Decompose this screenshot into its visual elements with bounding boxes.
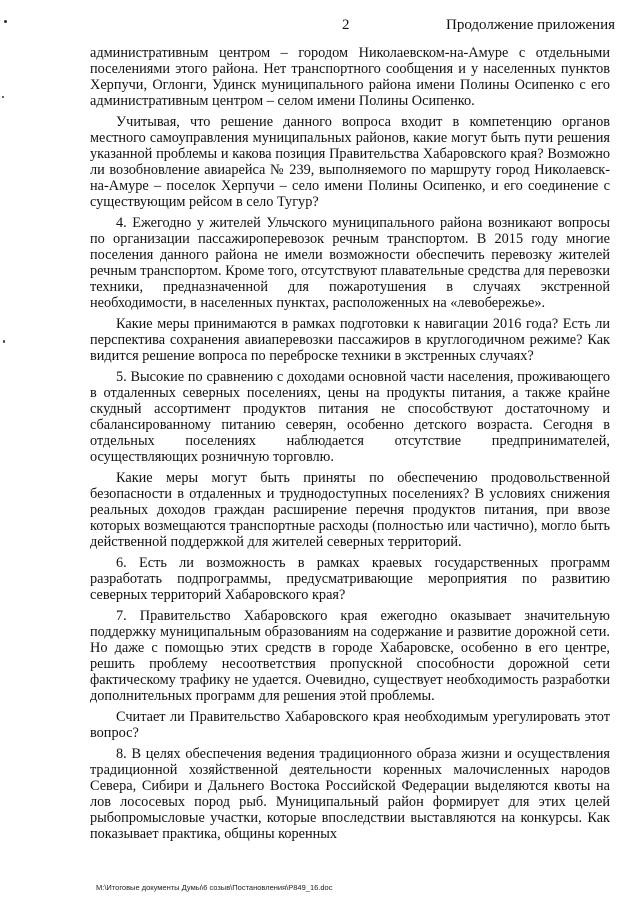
page-number: 2 bbox=[342, 17, 350, 33]
footer-file-path: M:\Итоговые документы Думы\6 созыв\Постановления\P849_16.doc bbox=[96, 883, 333, 892]
document-body bbox=[90, 45, 610, 847]
paragraph-3: 4. Ежегодно у жителей Ульчского муниципального района возникают вопросы по организации пассажироперевозок речным транспортом. В 2015 году многие поселения данного района не имели возможности обеспечить перевозку жителей речным транспортом. Кроме того, отсутствуют плавательные средства для перевозки техники, предназначенной для пожаротушения в случаях экстренной необходимости, в населенных пунктах, расположенных на «левобережье». bbox=[90, 215, 610, 311]
paragraph-4: Какие меры принимаются в рамках подготовки к навигации 2016 года? Есть ли перспектива сохранения авиаперевозки пассажиров в круглогодичном режиме? Как видится решение вопроса по переброске техники в экстренных случаях? bbox=[90, 316, 610, 364]
paragraph-9: Считает ли Правительство Хабаровского края необходимым урегулировать этот вопрос? bbox=[90, 709, 610, 741]
scan-speck bbox=[2, 96, 4, 98]
paragraph-2: Учитывая, что решение данного вопроса входит в компетенцию органов местного самоуправления муниципальных районов, какие могут быть пути решения указанной проблемы и какова позиция Правительства Хабаровского края? Возможно ли возобновление авиарейса № 239, выполняемого по маршруту город Николаевск-на-Амуре – поселок Херпучи – село имени Полины Осипенко, и его соединение с существующим рейсом в село Тугур? bbox=[90, 114, 610, 210]
paragraph-1: административным центром – городом Николаевском-на-Амуре с отдельными поселениями этого района. Нет транспортного сообщения и у населенных пунктов Херпучи, Оглонги, Удинск муниципального района имени Полины Осипенко с его административным центром – селом имени Полины Осипенко. bbox=[90, 45, 610, 109]
paragraph-6: Какие меры могут быть приняты по обеспечению продовольственной безопасности в отдаленных и труднодоступных поселениях? В условиях снижения реальных доходов граждан расширение перечня продуктов питания, при ввозе которых возмещаются транспортные расходы (полностью или частично), могло быть действенной поддержкой для жителей северных территорий. bbox=[90, 470, 610, 550]
appendix-continuation-note: Продолжение приложения bbox=[446, 17, 616, 33]
paragraph-5: 5. Высокие по сравнению с доходами основной части населения, проживающего в отдаленных северных поселениях, цены на продукты питания, а также крайне скудный ассортимент продуктов питания не способствуют достаточному и сбалансированному питанию северян, особенно детского возраста. Сегодня в отдельных поселениях наблюдается отсутствие предпринимателей, осуществляющих розничную торговлю. bbox=[90, 369, 610, 465]
scan-speck bbox=[4, 20, 7, 23]
paragraph-10: 8. В целях обеспечения ведения традиционного образа жизни и осуществления традиционной хозяйственной деятельности коренных малочисленных народов Севера, Сибири и Дальнего Востока Российской Федерации выделяются квоты на лов лососевых пород рыб. Муниципальный район формирует для этих целей рыбопромысловые участки, которые впоследствии выставляются на конкурсы. Как показывает практика, общины коренных bbox=[90, 746, 610, 842]
paragraph-8: 7. Правительство Хабаровского края ежегодно оказывает значительную поддержку муниципальным образованиям на содержание и развитие дорожной сети. Но даже с помощью этих средств в городе Хабаровске, особенно в его центре, решить проблему несоответствия пропускной способности дорожной сети фактическому трафику не удается. Очевидно, существует необходимость разработки дополнительных программ для решения этой проблемы. bbox=[90, 608, 610, 704]
scan-speck bbox=[3, 340, 5, 343]
paragraph-7: 6. Есть ли возможность в рамках краевых государственных программ разработать подпрограммы, предусматривающие мероприятия по развитию северных территорий Хабаровского края? bbox=[90, 555, 610, 603]
